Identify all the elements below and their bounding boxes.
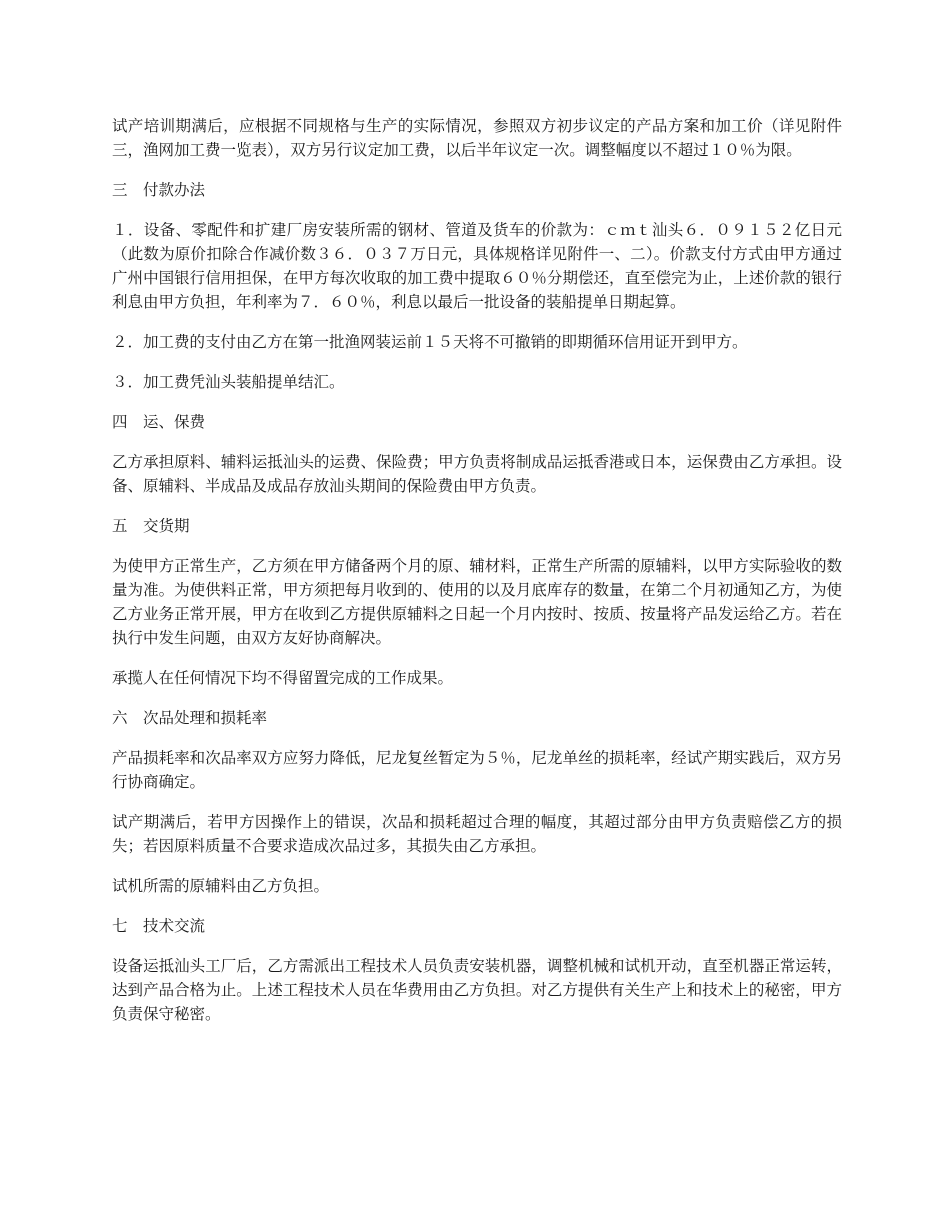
section-heading-freight-insurance: 四 运、保费 (112, 413, 206, 431)
paragraph-no-lien: 承揽人在任何情况下均不得留置完成的工作成果。 (112, 669, 454, 687)
paragraph-payment-item-1: １．设备、零配件和扩建厂房安装所需的钢材、管道及货车的价款为：ｃｍｔ汕头６．０９１５２亿日元（此数为原价扣除合作减价数３６．０３７万日元，具体规格详见附件一、二）。价款支付方式由甲方通过广州中国银行信用担保，在甲方每次收取的加工费中提取６０％分期偿还，直至偿完为止，上述价款的银行利息由甲方负担，年利率为７．６０％，利息以最后一批设备的装船提单日期起算。 (112, 221, 842, 311)
section-heading-technical-exchange: 七 技术交流 (112, 917, 206, 935)
paragraph-payment-item-2: ２．加工费的支付由乙方在第一批渔网装运前１５天将不可撤销的即期循环信用证开到甲方。 (112, 333, 748, 351)
paragraph-technical-exchange: 设备运抵汕头工厂后，乙方需派出工程技术人员负责安装机器，调整机械和试机开动，直至机器正常运转，达到产品合格为止。上述工程技术人员在华费用由乙方负担。对乙方提供有关生产上和技术上的秘密，甲方负责保守秘密。 (112, 957, 842, 1023)
section-heading-delivery: 五 交货期 (112, 517, 190, 535)
section-heading-payment: 三 付款办法 (112, 181, 206, 199)
paragraph-payment-item-3: ３．加工费凭汕头装船提单结汇。 (112, 373, 345, 391)
paragraph-defect-liability: 试产期满后，若甲方因操作上的错误，次品和损耗超过合理的幅度，其超过部分由甲方负责赔偿乙方的损失；若因原料质量不合要求造成次品过多，其损失由乙方承担。 (112, 813, 842, 855)
paragraph-trial-fee-adjustment: 试产培训期满后，应根据不同规格与生产的实际情况，参照双方初步议定的产品方案和加工价（详见附件三，渔网加工费一览表），双方另行议定加工费，以后半年议定一次。调整幅度以不超过１０％为限。 (112, 117, 842, 159)
paragraph-trial-materials: 试机所需的原辅料由乙方负担。 (112, 877, 330, 895)
paragraph-freight-insurance: 乙方承担原料、辅料运抵汕头的运费、保险费；甲方负责将制成品运抵香港或日本，运保费由乙方承担。设备、原辅料、半成品及成品存放汕头期间的保险费由甲方负责。 (112, 453, 842, 495)
paragraph-delivery: 为使甲方正常生产，乙方须在甲方储备两个月的原、辅材料，正常生产所需的原辅料，以甲方实际验收的数量为准。为使供料正常，甲方须把每月收到的、使用的以及月底库存的数量，在第二个月初通知乙方，为使乙方业务正常开展，甲方在收到乙方提供原辅料之日起一个月内按时、按质、按量将产品发运给乙方。若在执行中发生问题，由双方友好协商解决。 (112, 557, 842, 647)
paragraph-loss-rate: 产品损耗率和次品率双方应努力降低，尼龙复丝暂定为５％，尼龙单丝的损耗率，经试产期实践后，双方另行协商确定。 (112, 749, 842, 791)
document-page (112, 114, 842, 1042)
section-heading-defects-loss: 六 次品处理和损耗率 (112, 709, 268, 727)
